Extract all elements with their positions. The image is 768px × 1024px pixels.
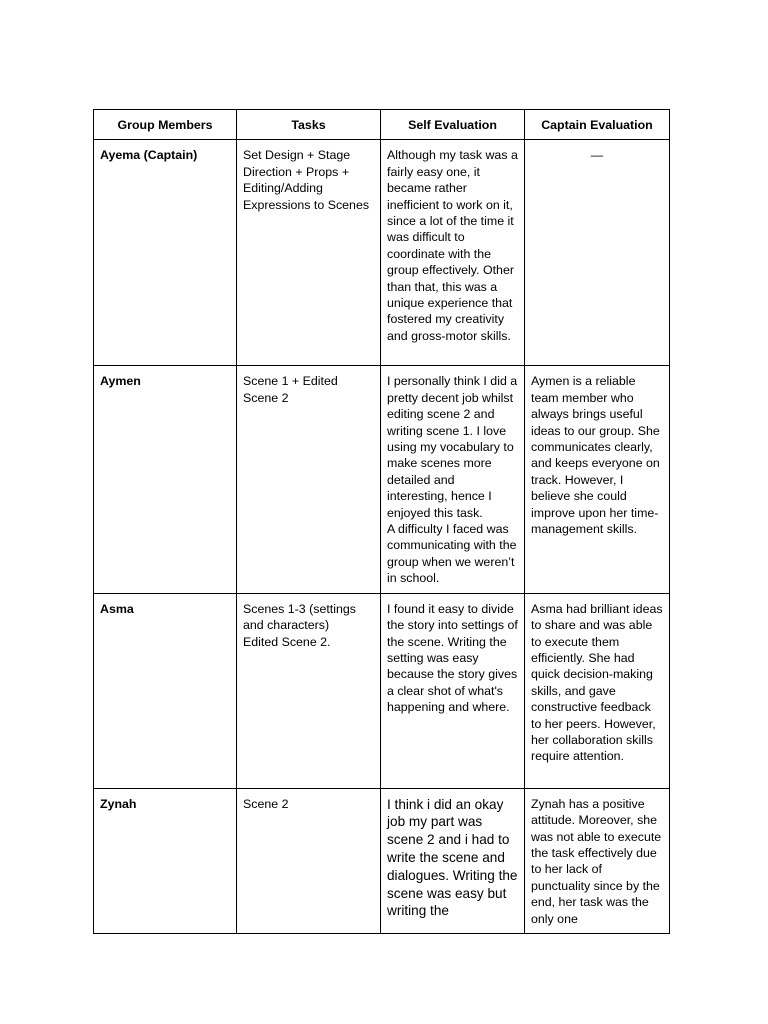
- table-header-row: [94, 110, 670, 140]
- captain-evaluation-text: —: [525, 140, 670, 366]
- captain-evaluation-text: Aymen is a reliable team member who always brings useful ideas to our group. She communicates clearly, and keeps everyone on track. However, I believe she could improve upon her time-management skills.: [525, 366, 670, 593]
- member-name: Asma: [94, 593, 237, 788]
- table-row: [94, 788, 670, 933]
- member-name: Zynah: [94, 788, 237, 933]
- header-group-members: Group Members: [94, 110, 237, 140]
- self-evaluation-text: Although my task was a fairly easy one, it became rather inefficient to work on it, since a lot of the time it was difficult to coordinate with the group effectively. Other than that, this was a unique experience that fostered my creativity and gross-motor skills.: [381, 140, 525, 366]
- header-self-evaluation: Self Evaluation: [381, 110, 525, 140]
- member-tasks: Scene 2: [237, 788, 381, 933]
- member-tasks: Scenes 1-3 (settings and characters) Edited Scene 2.: [237, 593, 381, 788]
- member-tasks: Scene 1 + Edited Scene 2: [237, 366, 381, 593]
- self-evaluation-text: I found it easy to divide the story into settings of the scene. Writing the setting was easy because the story gives a clear shot of what's happening and where.: [381, 593, 525, 788]
- self-evaluation-text: I think i did an okay job my part was scene 2 and i had to write the scene and dialogues. Writing the scene was easy but writing the: [381, 788, 525, 933]
- table-row: [94, 366, 670, 593]
- table-row: [94, 593, 670, 788]
- self-evaluation-text: I personally think I did a pretty decent job whilst editing scene 2 and writing scene 1. I love using my vocabulary to make scenes more detailed and interesting, hence I enjoyed this task. A difficulty I faced was communicating with the group when we weren’t in school.: [381, 366, 525, 593]
- group-evaluation-table: [93, 109, 670, 934]
- table-row: [94, 140, 670, 366]
- header-tasks: Tasks: [237, 110, 381, 140]
- captain-evaluation-text: Zynah has a positive attitude. Moreover, she was not able to execute the task effectively due to her lack of punctuality since by the end, her task was the only one: [525, 788, 670, 933]
- header-captain-evaluation: Captain Evaluation: [525, 110, 670, 140]
- member-tasks: Set Design + Stage Direction + Props + Editing/Adding Expressions to Scenes: [237, 140, 381, 366]
- member-name: Aymen: [94, 366, 237, 593]
- member-name: Ayema (Captain): [94, 140, 237, 366]
- captain-evaluation-text: Asma had brilliant ideas to share and was able to execute them efficiently. She had quick decision-making skills, and gave constructive feedback to her peers. However, her collaboration skills require attention.: [525, 593, 670, 788]
